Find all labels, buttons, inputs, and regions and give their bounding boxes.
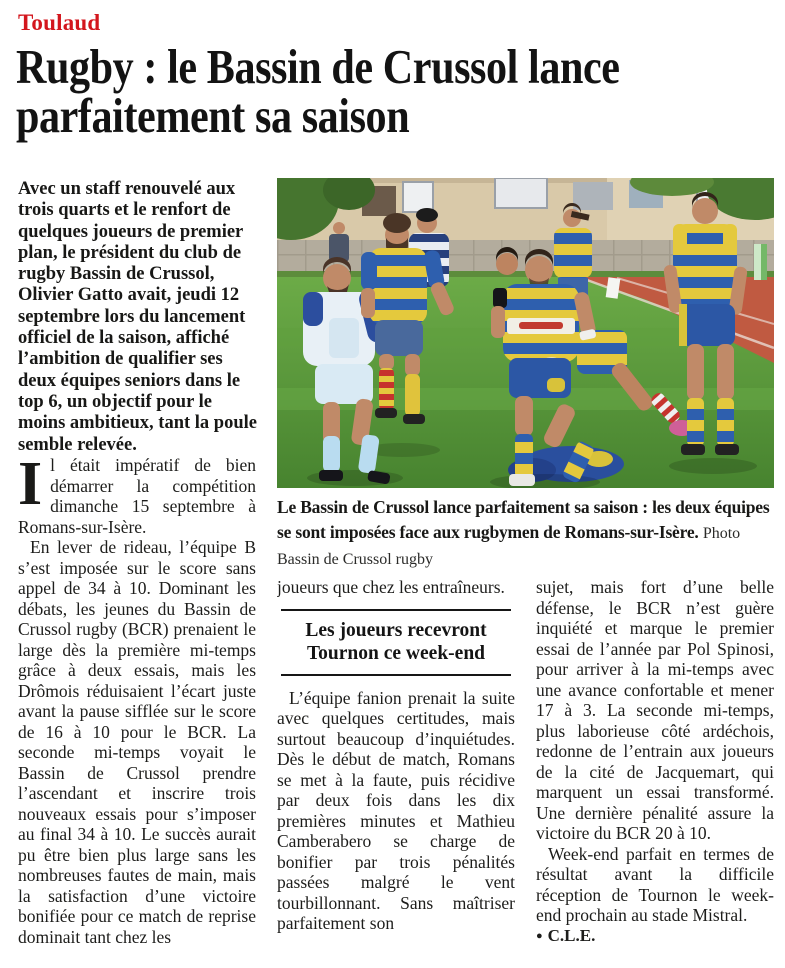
paragraph: Week-end parfait en termes de résultat avant la difficile réception de Tournon le week-end prochain au stade Mistral. [536,843,774,925]
crosshead-text: Les joueurs recevront Tournon ce week-end [305,619,487,664]
paragraph: joueurs que chez les entraîneurs. [277,577,505,597]
photo-caption [277,495,774,573]
byline [536,926,774,947]
body-column-2 [277,577,515,962]
byline-name: C.L.E. [547,925,596,945]
paragraph-text: l était impératif de bien démarrer la compétition dimanche 15 septembre à Romans-sur-Isère. [18,455,256,537]
byline-bullet-icon: ● [536,929,543,942]
photo-credit: Photo Bassin de Crussol rugby [277,524,741,568]
body-column-3 [536,577,774,962]
paragraph: L’équipe fanion prenait la suite avec quelques certitudes, mais surtout beaucoup d’inquiétudes. Dès le début de match, Romans se met à la faute, puis récidive par deux fois dans les dix premières minutes et Mathieu Camberabero se charge de bonifier par trois pénalités passées malgré le vent tourbillonnant. Sans maîtriser parfaitement son [277,687,515,933]
dropcap: I [18,455,43,518]
crosshead [281,609,511,676]
paragraph: En lever de rideau, l’équipe B s’est imposée sur le score sans appel de 34 à 10. Dominant les débats, les jeunes du Bassin de Crussol rugby (BCR) prenaient le large dès la première mi-temps grâce à deux essais, mais les Drômois réduisaient l’écart juste avant la pause sifflée sur le score de 16 à 10 pour le BCR. La seconde mi-temps voyait le Bassin de Crussol prendre l’ascendant et inscrire trois nouveaux essais pour s’imposer au final 34 à 10. Le succès aurait pu être bien plus large sans les nombreuses fautes de main, mais la satisfaction d’une victoire bonifiée pour ce match de reprise dominait tant chez les [18,537,256,947]
body-column-1 [18,455,256,960]
paragraph [18,455,256,537]
section-kicker: Toulaud [18,10,101,35]
article-lede: Avec un staff renouvelé aux trois quarts et le renfort de quelques joueurs de premier plan, le président du club de rugby Bassin de Crussol, Olivier Gatto avait, jeudi 12 septembre lors du lancement officiel de la saison, affiché l’ambition de qualifier ses deux équipes seniors dans le top 6, un objectif pour le moins ambitieux, tant la poule semble relevée. [18,179,257,455]
paragraph: sujet, mais fort d’une belle défense, le BCR n’est guère inquiété et marque le premier essai de l’année par Pol Spinosi, pour arriver à la mi-temps avec une avance confortable et mener 17 à 3. La seconde mi-temps, plus laborieuse côté ardéchois, redonne de l’entrain aux joueurs de la cité de Jacquemart, qui marquent un essai transformé. Une dernière pénalité assure la victoire du BCR 20 à 10. [536,577,774,843]
article-headline: Rugby : le Bassin de Crussol lance parfaitement sa saison [16,39,620,143]
photo-block [277,178,774,573]
photo-caption-text: Le Bassin de Crussol lance parfaitement sa saison : les deux équipes se sont imposées face aux rugbymen de Romans-sur-Isère. [277,497,770,542]
article-photo [277,178,774,488]
